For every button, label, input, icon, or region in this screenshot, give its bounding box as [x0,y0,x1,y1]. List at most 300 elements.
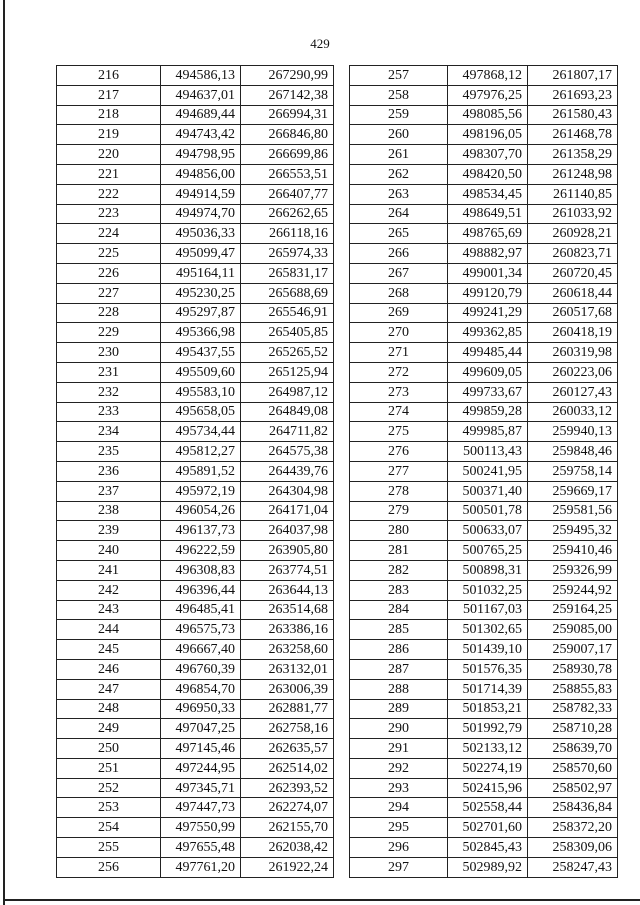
table-row [350,204,618,224]
point-number-cell: 278 [350,481,448,501]
y-coordinate-cell: 262393,52 [241,778,334,798]
y-coordinate-cell: 261807,17 [528,66,618,86]
table-row [57,719,334,739]
point-number-cell: 259 [350,105,448,125]
y-coordinate-cell: 258247,43 [528,857,618,877]
y-coordinate-cell: 263258,60 [241,640,334,660]
y-coordinate-cell: 265974,33 [241,244,334,264]
y-coordinate-cell: 263644,13 [241,580,334,600]
point-number-cell: 290 [350,719,448,739]
x-coordinate-cell: 501992,79 [448,719,528,739]
table-row [350,580,618,600]
x-coordinate-cell: 494743,42 [161,125,241,145]
point-number-cell: 273 [350,382,448,402]
table-row [350,541,618,561]
table-row [350,699,618,719]
point-number-cell: 217 [57,85,161,105]
table-row [350,600,618,620]
point-number-cell: 275 [350,422,448,442]
table-row [350,521,618,541]
point-number-cell: 267 [350,263,448,283]
point-number-cell: 293 [350,778,448,798]
x-coordinate-cell: 502415,96 [448,778,528,798]
x-coordinate-cell: 495812,27 [161,442,241,462]
y-coordinate-cell: 259410,46 [528,541,618,561]
y-coordinate-cell: 259326,99 [528,560,618,580]
x-coordinate-cell: 498882,97 [448,244,528,264]
table-row [57,461,334,481]
point-number-cell: 218 [57,105,161,125]
y-coordinate-cell: 263386,16 [241,620,334,640]
table-row [350,105,618,125]
y-coordinate-cell: 258782,33 [528,699,618,719]
x-coordinate-cell: 501853,21 [448,699,528,719]
point-number-cell: 270 [350,323,448,343]
table-row [350,362,618,382]
point-number-cell: 294 [350,798,448,818]
point-number-cell: 255 [57,838,161,858]
table-row [57,798,334,818]
x-coordinate-cell: 500898,31 [448,560,528,580]
y-coordinate-cell: 259758,14 [528,461,618,481]
table-row [350,857,618,877]
y-coordinate-cell: 259940,13 [528,422,618,442]
y-coordinate-cell: 265546,91 [241,303,334,323]
x-coordinate-cell: 495297,87 [161,303,241,323]
table-row [350,620,618,640]
table-row [57,105,334,125]
page-number: 429 [310,36,330,51]
point-number-cell: 295 [350,818,448,838]
table-row [57,857,334,877]
table-row [57,402,334,422]
table-row [57,184,334,204]
table-row [57,362,334,382]
y-coordinate-cell: 266553,51 [241,164,334,184]
y-coordinate-cell: 265405,85 [241,323,334,343]
point-number-cell: 288 [350,679,448,699]
x-coordinate-cell: 500633,07 [448,521,528,541]
x-coordinate-cell: 499241,29 [448,303,528,323]
point-number-cell: 220 [57,145,161,165]
point-number-cell: 280 [350,521,448,541]
point-number-cell: 226 [57,263,161,283]
x-coordinate-cell: 494689,44 [161,105,241,125]
point-number-cell: 272 [350,362,448,382]
table-row [57,620,334,640]
point-number-cell: 233 [57,402,161,422]
point-number-cell: 241 [57,560,161,580]
x-coordinate-cell: 496667,40 [161,640,241,660]
point-number-cell: 292 [350,758,448,778]
y-coordinate-cell: 260319,98 [528,343,618,363]
y-coordinate-cell: 260928,21 [528,224,618,244]
table-row [350,85,618,105]
table-row [57,778,334,798]
x-coordinate-cell: 498307,70 [448,145,528,165]
point-number-cell: 234 [57,422,161,442]
point-number-cell: 279 [350,501,448,521]
point-number-cell: 297 [350,857,448,877]
y-coordinate-cell: 265688,69 [241,283,334,303]
y-coordinate-cell: 262514,02 [241,758,334,778]
x-coordinate-cell: 501032,25 [448,580,528,600]
y-coordinate-cell: 262274,07 [241,798,334,818]
point-number-cell: 253 [57,798,161,818]
table-row [350,125,618,145]
table-row [350,164,618,184]
x-coordinate-cell: 502845,43 [448,838,528,858]
y-coordinate-cell: 260418,19 [528,323,618,343]
y-coordinate-cell: 266994,31 [241,105,334,125]
table-row [350,838,618,858]
x-coordinate-cell: 498765,69 [448,224,528,244]
page-border-left [3,0,5,905]
table-row [57,66,334,86]
y-coordinate-cell: 260223,06 [528,362,618,382]
point-number-cell: 235 [57,442,161,462]
x-coordinate-cell: 494974,70 [161,204,241,224]
table-row [57,85,334,105]
y-coordinate-cell: 260033,12 [528,402,618,422]
y-coordinate-cell: 258436,84 [528,798,618,818]
y-coordinate-cell: 258309,06 [528,838,618,858]
table-row [350,798,618,818]
x-coordinate-cell: 497047,25 [161,719,241,739]
x-coordinate-cell: 502558,44 [448,798,528,818]
point-number-cell: 245 [57,640,161,660]
point-number-cell: 236 [57,461,161,481]
y-coordinate-cell: 264575,38 [241,442,334,462]
y-coordinate-cell: 260618,44 [528,283,618,303]
y-coordinate-cell: 258570,60 [528,758,618,778]
point-number-cell: 281 [350,541,448,561]
point-number-cell: 216 [57,66,161,86]
y-coordinate-cell: 266699,86 [241,145,334,165]
table-row [350,244,618,264]
point-number-cell: 287 [350,659,448,679]
table-row [57,501,334,521]
y-coordinate-cell: 263774,51 [241,560,334,580]
x-coordinate-cell: 495891,52 [161,461,241,481]
y-coordinate-cell: 267290,99 [241,66,334,86]
y-coordinate-cell: 260823,71 [528,244,618,264]
table-row [57,541,334,561]
table-row [350,560,618,580]
point-number-cell: 221 [57,164,161,184]
y-coordinate-cell: 264439,76 [241,461,334,481]
point-number-cell: 264 [350,204,448,224]
table-row [350,501,618,521]
y-coordinate-cell: 262758,16 [241,719,334,739]
x-coordinate-cell: 494798,95 [161,145,241,165]
table-row [350,283,618,303]
table-row [350,402,618,422]
y-coordinate-cell: 260517,68 [528,303,618,323]
point-number-cell: 285 [350,620,448,640]
x-coordinate-cell: 496137,73 [161,521,241,541]
x-coordinate-cell: 497868,12 [448,66,528,86]
table-row [350,659,618,679]
table-row [57,838,334,858]
point-number-cell: 296 [350,838,448,858]
point-number-cell: 263 [350,184,448,204]
x-coordinate-cell: 496396,44 [161,580,241,600]
table-row [57,481,334,501]
x-coordinate-cell: 495734,44 [161,422,241,442]
x-coordinate-cell: 496760,39 [161,659,241,679]
point-number-cell: 289 [350,699,448,719]
point-number-cell: 249 [57,719,161,739]
point-number-cell: 277 [350,461,448,481]
y-coordinate-cell: 264304,98 [241,481,334,501]
x-coordinate-cell: 500113,43 [448,442,528,462]
x-coordinate-cell: 495583,10 [161,382,241,402]
point-number-cell: 219 [57,125,161,145]
point-number-cell: 274 [350,402,448,422]
table-row [57,244,334,264]
point-number-cell: 230 [57,343,161,363]
y-coordinate-cell: 263514,68 [241,600,334,620]
x-coordinate-cell: 500501,78 [448,501,528,521]
point-number-cell: 268 [350,283,448,303]
table-body-left [57,66,334,878]
point-number-cell: 262 [350,164,448,184]
y-coordinate-cell: 259244,92 [528,580,618,600]
table-row [57,323,334,343]
point-number-cell: 291 [350,739,448,759]
x-coordinate-cell: 494586,13 [161,66,241,86]
y-coordinate-cell: 258502,97 [528,778,618,798]
x-coordinate-cell: 496950,33 [161,699,241,719]
point-number-cell: 247 [57,679,161,699]
point-number-cell: 252 [57,778,161,798]
y-coordinate-cell: 261033,92 [528,204,618,224]
y-coordinate-cell: 260720,45 [528,263,618,283]
table-row [350,343,618,363]
table-row [57,283,334,303]
coordinates-table-left [56,65,334,878]
x-coordinate-cell: 497550,99 [161,818,241,838]
point-number-cell: 276 [350,442,448,462]
point-number-cell: 256 [57,857,161,877]
point-number-cell: 240 [57,541,161,561]
y-coordinate-cell: 266846,80 [241,125,334,145]
x-coordinate-cell: 494856,00 [161,164,241,184]
table-row [57,818,334,838]
x-coordinate-cell: 500765,25 [448,541,528,561]
y-coordinate-cell: 264711,82 [241,422,334,442]
table-row [350,739,618,759]
table-row [57,560,334,580]
x-coordinate-cell: 495509,60 [161,362,241,382]
y-coordinate-cell: 265125,94 [241,362,334,382]
point-number-cell: 239 [57,521,161,541]
table-body-right [350,66,618,878]
y-coordinate-cell: 261468,78 [528,125,618,145]
point-number-cell: 244 [57,620,161,640]
x-coordinate-cell: 498085,56 [448,105,528,125]
y-coordinate-cell: 267142,38 [241,85,334,105]
y-coordinate-cell: 259669,17 [528,481,618,501]
y-coordinate-cell: 264849,08 [241,402,334,422]
y-coordinate-cell: 264987,12 [241,382,334,402]
x-coordinate-cell: 499485,44 [448,343,528,363]
y-coordinate-cell: 261693,23 [528,85,618,105]
x-coordinate-cell: 498534,45 [448,184,528,204]
x-coordinate-cell: 499001,34 [448,263,528,283]
x-coordinate-cell: 501714,39 [448,679,528,699]
x-coordinate-cell: 495437,55 [161,343,241,363]
y-coordinate-cell: 266407,77 [241,184,334,204]
y-coordinate-cell: 258639,70 [528,739,618,759]
y-coordinate-cell: 258710,28 [528,719,618,739]
x-coordinate-cell: 495099,47 [161,244,241,264]
x-coordinate-cell: 499985,87 [448,422,528,442]
x-coordinate-cell: 501576,35 [448,659,528,679]
x-coordinate-cell: 499859,28 [448,402,528,422]
point-number-cell: 246 [57,659,161,679]
table-row [350,303,618,323]
x-coordinate-cell: 499120,79 [448,283,528,303]
x-coordinate-cell: 494914,59 [161,184,241,204]
y-coordinate-cell: 263132,01 [241,659,334,679]
x-coordinate-cell: 494637,01 [161,85,241,105]
x-coordinate-cell: 497447,73 [161,798,241,818]
table-row [57,303,334,323]
table-row [350,481,618,501]
table-row [57,382,334,402]
x-coordinate-cell: 499609,05 [448,362,528,382]
y-coordinate-cell: 259581,56 [528,501,618,521]
point-number-cell: 266 [350,244,448,264]
table-row [350,758,618,778]
x-coordinate-cell: 498196,05 [448,125,528,145]
x-coordinate-cell: 495658,05 [161,402,241,422]
point-number-cell: 271 [350,343,448,363]
table-row [57,442,334,462]
table-row [350,184,618,204]
table-row [350,382,618,402]
point-number-cell: 224 [57,224,161,244]
point-number-cell: 269 [350,303,448,323]
table-row [57,679,334,699]
x-coordinate-cell: 500371,40 [448,481,528,501]
x-coordinate-cell: 501167,03 [448,600,528,620]
table-row [350,224,618,244]
table-row [350,461,618,481]
y-coordinate-cell: 266118,16 [241,224,334,244]
y-coordinate-cell: 265831,17 [241,263,334,283]
point-number-cell: 254 [57,818,161,838]
x-coordinate-cell: 502701,60 [448,818,528,838]
y-coordinate-cell: 259495,32 [528,521,618,541]
point-number-cell: 222 [57,184,161,204]
table-row [57,521,334,541]
y-coordinate-cell: 263006,39 [241,679,334,699]
x-coordinate-cell: 496485,41 [161,600,241,620]
table-row [57,739,334,759]
y-coordinate-cell: 259848,46 [528,442,618,462]
page-border-bottom [3,899,640,901]
y-coordinate-cell: 263905,80 [241,541,334,561]
table-row [57,758,334,778]
y-coordinate-cell: 258930,78 [528,659,618,679]
x-coordinate-cell: 496854,70 [161,679,241,699]
table-row [350,818,618,838]
y-coordinate-cell: 259164,25 [528,600,618,620]
table-row [350,442,618,462]
coordinates-table-right [349,65,618,878]
table-row [350,719,618,739]
x-coordinate-cell: 499733,67 [448,382,528,402]
table-row [57,263,334,283]
point-number-cell: 225 [57,244,161,264]
x-coordinate-cell: 501302,65 [448,620,528,640]
point-number-cell: 258 [350,85,448,105]
x-coordinate-cell: 502274,19 [448,758,528,778]
table-row [57,640,334,660]
table-row [350,778,618,798]
x-coordinate-cell: 502989,92 [448,857,528,877]
point-number-cell: 251 [57,758,161,778]
point-number-cell: 229 [57,323,161,343]
x-coordinate-cell: 497145,46 [161,739,241,759]
x-coordinate-cell: 495036,33 [161,224,241,244]
x-coordinate-cell: 497655,48 [161,838,241,858]
point-number-cell: 237 [57,481,161,501]
point-number-cell: 243 [57,600,161,620]
table-row [350,145,618,165]
point-number-cell: 232 [57,382,161,402]
x-coordinate-cell: 496575,73 [161,620,241,640]
table-row [57,164,334,184]
table-row [350,323,618,343]
point-number-cell: 282 [350,560,448,580]
x-coordinate-cell: 497345,71 [161,778,241,798]
y-coordinate-cell: 264171,04 [241,501,334,521]
y-coordinate-cell: 262881,77 [241,699,334,719]
point-number-cell: 248 [57,699,161,719]
x-coordinate-cell: 495366,98 [161,323,241,343]
point-number-cell: 223 [57,204,161,224]
table-row [350,422,618,442]
x-coordinate-cell: 496054,26 [161,501,241,521]
y-coordinate-cell: 260127,43 [528,382,618,402]
y-coordinate-cell: 258372,20 [528,818,618,838]
point-number-cell: 238 [57,501,161,521]
y-coordinate-cell: 258855,83 [528,679,618,699]
x-coordinate-cell: 499362,85 [448,323,528,343]
x-coordinate-cell: 496222,59 [161,541,241,561]
y-coordinate-cell: 261580,43 [528,105,618,125]
point-number-cell: 261 [350,145,448,165]
y-coordinate-cell: 262155,70 [241,818,334,838]
x-coordinate-cell: 498649,51 [448,204,528,224]
x-coordinate-cell: 496308,83 [161,560,241,580]
point-number-cell: 250 [57,739,161,759]
table-row [57,600,334,620]
table-row [350,263,618,283]
x-coordinate-cell: 495972,19 [161,481,241,501]
table-row [57,422,334,442]
y-coordinate-cell: 261140,85 [528,184,618,204]
table-row [57,699,334,719]
y-coordinate-cell: 266262,65 [241,204,334,224]
point-number-cell: 286 [350,640,448,660]
table-row [57,580,334,600]
y-coordinate-cell: 259085,00 [528,620,618,640]
